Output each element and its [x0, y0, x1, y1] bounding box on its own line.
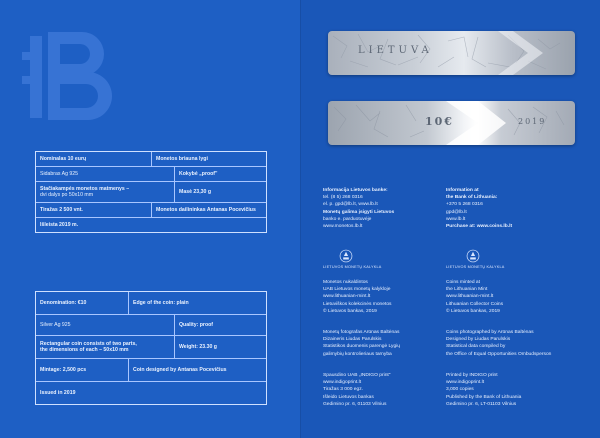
mint-en-line: Coins minted at [446, 280, 480, 285]
dimensions-cell-en [36, 336, 174, 358]
coin-value-text: 10€ [425, 115, 454, 128]
table-row [36, 152, 266, 167]
mint-en-link[interactable]: www.lithuanian-mint.lt [446, 294, 494, 300]
coin-year-text: 2019 [518, 117, 547, 126]
metal-cell-en: Silver Ag 925 [40, 321, 71, 328]
info-shop-link-lt[interactable]: www.monetos.lb.lt [323, 224, 363, 230]
issued-cell-en: Issued in 2019 [40, 389, 76, 396]
dimensions-line2-en: the dimensions of each – 50x10 mm [40, 347, 129, 353]
table-row [36, 182, 266, 203]
print-lt-link[interactable]: www.indigoprint.lt [323, 380, 362, 386]
weight-cell-en: Weight: 23.30 g [174, 336, 266, 358]
mass-cell: Masė 23,30 g [174, 182, 266, 202]
credit-en-line: Designed by Liudas Parulskis [446, 337, 511, 343]
credit-en-line: Statistical data compiled by [446, 344, 506, 350]
dimensions-cell [36, 182, 174, 202]
info-purchase2-lt: banko e. parduotuvėje [323, 216, 372, 222]
edge-cell: Monetos briauna lygi [151, 152, 266, 166]
mint-emblem-icon [339, 249, 353, 263]
table-row [36, 382, 266, 404]
print-en-line: Published by the Bank of Lithuania [446, 394, 522, 400]
metal-cell: Sidabras Ag 925 [40, 170, 79, 177]
mint-info-en [446, 279, 503, 315]
mint-caption-lt: LIETUVOS MONETŲ KALYKLA [323, 265, 382, 269]
info-heading2-en: the Bank of Lithuania: [446, 195, 498, 201]
credit-en-line: Coins photographed by Arūnas Baltėnas [446, 330, 534, 335]
info-heading-lt: Informacija Lietuvos banke: [323, 188, 388, 193]
dimensions-line1: Stačiakampės monetos matmenys – [40, 185, 130, 192]
dimensions-line1-en: Rectangular coin consists of two parts, [40, 340, 137, 347]
coin-country-text: LIETUVA [358, 45, 433, 56]
coin-image-obverse [328, 31, 575, 75]
nominal-cell: Nominalas 10 eurų [40, 155, 87, 162]
print-info-en [446, 372, 521, 408]
credits-lt [323, 329, 400, 358]
quality-cell-en: Quality: proof [174, 315, 266, 335]
designer-cell: Monetos dailininkas Antanas Pocevičius [151, 203, 266, 217]
mint-lt-line: UAB Lietuvos monetų kalykloje [323, 287, 391, 293]
mint-en-line: Lithuanian Collector Coins [446, 301, 504, 307]
table-row [36, 167, 266, 182]
table-row [36, 336, 266, 359]
info-email-en[interactable]: gpd@lb.lt [446, 209, 467, 215]
info-purchase-lt: Monetų galima įsigyti Lietuvos [323, 209, 395, 215]
print-en-link[interactable]: www.indigoprint.lt [446, 380, 485, 386]
quality-cell: Kokybė „proof" [174, 167, 266, 181]
info-email-lt[interactable]: el. p. gpd@lb.lt, www.lb.lt [323, 202, 378, 208]
credit-en-line: the Office of Equal Opportunities Ombudsperson [446, 351, 552, 357]
mint-en-line: © Lietuvos bankas, 2019 [446, 308, 500, 314]
info-tel-lt: tel. (8 5) 268 0316 [323, 195, 363, 201]
specs-table-en [35, 291, 267, 405]
info-purchase-en[interactable]: Purchase at: www.coins.lb.lt [446, 224, 513, 230]
dimensions-line2: dvi dalys po 50x10 mm [40, 192, 94, 198]
credits-en [446, 329, 551, 358]
mintage-cell-en: Mintage: 2,500 pcs [40, 366, 87, 373]
mintage-cell: Tiražas 2 500 vnt. [40, 206, 83, 213]
credit-lt-line: Monetų fotografas Arūnas Baltėnas [323, 330, 400, 335]
table-row [36, 315, 266, 336]
mint-info-lt [323, 279, 392, 315]
mint-lt-link[interactable]: www.lithuanian-mint.lt [323, 294, 371, 300]
print-en-line: 3,000 copies [446, 387, 474, 393]
print-lt-line: Gedimino pr. 6, 01103 Vilnius [323, 401, 387, 407]
table-row [36, 203, 266, 218]
denomination-cell: Denomination: €10 [40, 299, 87, 306]
mint-caption-en: LIETUVOS MONETŲ KALYKLA [446, 265, 505, 269]
credit-lt-line: galimybių kontrolieriaus tarnyba [323, 351, 392, 357]
table-row [36, 218, 266, 232]
mint-lt-line: Monetos nukaldintos [323, 280, 368, 285]
info-web-en[interactable]: www.lb.lt [446, 216, 466, 222]
mint-emblem-icon [466, 249, 480, 263]
table-row [36, 292, 266, 315]
mint-lt-line: © Lietuvos bankas, 2019 [323, 308, 377, 314]
contact-info-lt [323, 187, 394, 230]
right-panel [300, 0, 600, 438]
info-heading-en: Information at [446, 188, 479, 193]
edge-cell-en: Edge of the coin: plain [128, 292, 266, 314]
print-lt-line: Išleido Lietuvos bankas [323, 394, 374, 400]
print-lt-line: Spausdino UAB „INDIGO print" [323, 373, 391, 378]
credit-lt-line: Statistikos duomenis parengė Lygių [323, 344, 401, 350]
specs-table-lt [35, 151, 267, 233]
print-en-line: Gedimino pr. 6, LT-01103 Vilnius [446, 401, 517, 407]
table-row [36, 359, 266, 382]
contact-info-en [446, 187, 512, 230]
issued-cell: Išleista 2019 m. [40, 221, 79, 228]
designer-cell-en: Coin designed by Antanas Pocevičius [128, 359, 266, 381]
mint-lt-line: Lietuviškos kolekcinės monetos [323, 301, 392, 307]
bank-of-lithuania-logo-icon [22, 18, 132, 128]
print-en-line: Printed by INDIGO print [446, 373, 498, 378]
mint-en-line: the Lithuanian Mint [446, 287, 488, 293]
print-lt-line: Tiražas 3 000 egz. [323, 387, 364, 393]
coin-image-reverse [328, 101, 575, 145]
credit-lt-line: Dizaineris Liudas Parulskis [323, 337, 382, 343]
print-info-lt [323, 372, 391, 408]
info-tel-en: +370 5 268 0316 [446, 202, 483, 208]
